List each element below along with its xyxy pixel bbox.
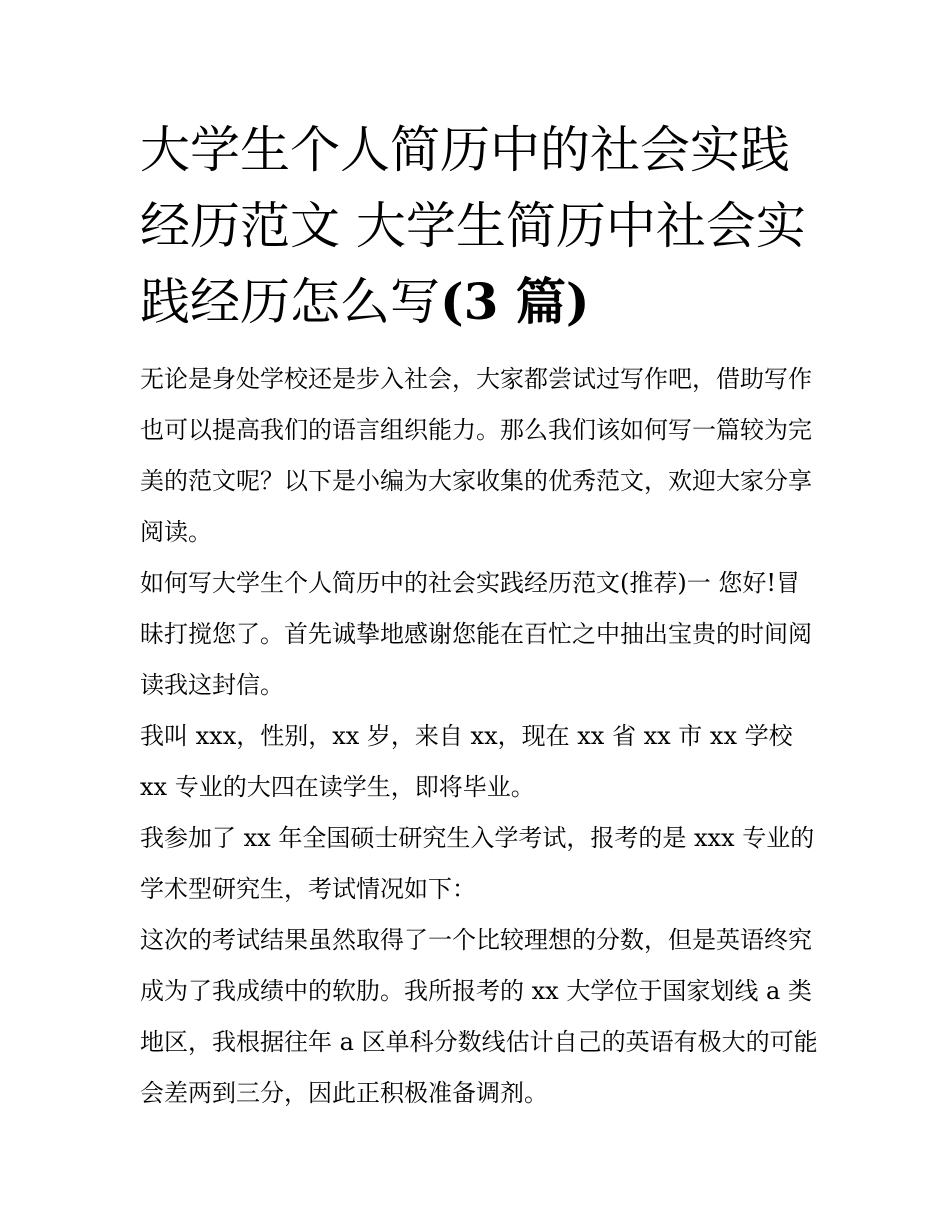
- paragraph-intro: 无论是身处学校还是步入社会，大家都尝试过写作吧，借助写作也可以提高我们的语言组织能力。那么我们该如何写一篇较为完美的范文呢？以下是小编为大家收集的优秀范文，欢迎大家分享阅读。: [140, 365, 812, 546]
- document-title-text: 大学生个人简历中的社会实践经历范文 大学生简历中社会实践经历怎么写: [140, 121, 806, 331]
- paragraph-exam: 我参加了 xx 年全国硕士研究生入学考试，报考的是 xxx 专业的学术型研究生，考试情况如下：: [140, 824, 815, 903]
- paragraph-self-intro: 我叫 xxx，性别，xx 岁，来自 xx，现在 xx 省 xx 市 xx 学校 xx 专业的大四在读学生，即将毕业。: [140, 722, 793, 801]
- paragraph-result: 这次的考试结果虽然取得了一个比较理想的分数，但是英语终究成为了我成绩中的软肋。我所报考的 xx 大学位于国家划线 a 类地区，我根据往年 a 区单科分数线估计自己的英语有极大的可能会差两到三分，因此正积极准备调剂。: [140, 926, 818, 1107]
- document-title-count: (3 篇): [440, 272, 590, 331]
- document-title: [140, 112, 820, 340]
- paragraph-greeting: 如何写大学生个人简历中的社会实践经历范文(推荐)一 您好!冒昧打搅您了。首先诚挚地感谢您能在百忙之中抽出宝贵的时间阅读我这封信。: [140, 569, 812, 699]
- document-page: [140, 112, 820, 1119]
